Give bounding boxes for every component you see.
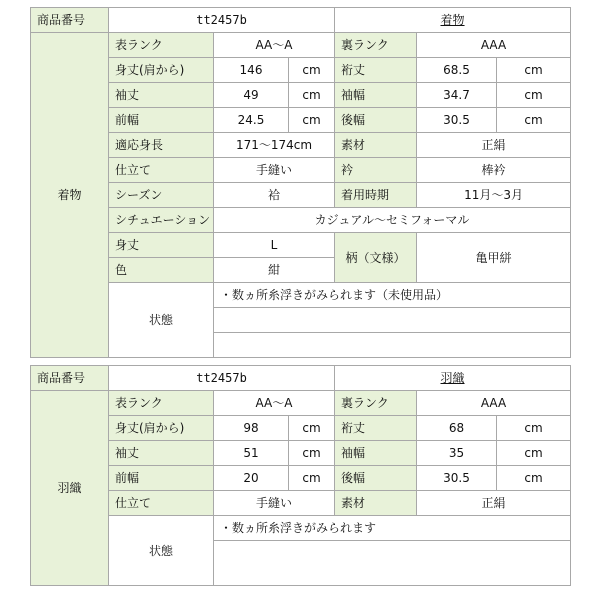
size-label: 身丈 [109,233,214,258]
ushirohaba-value: 30.5 [417,108,497,133]
season-label: シーズン [109,183,214,208]
haori-sodetake-unit: cm [289,441,335,466]
kimono-row-sode [31,83,571,108]
period-value: 11月～3月 [417,183,571,208]
haori-shitate-label: 仕立て [109,491,214,516]
situation-label: シチュエーション [109,208,214,233]
kimono-category-label: 着物 [31,33,109,358]
haori-row-sode [31,441,571,466]
haori-mitake-unit: cm [289,416,335,441]
sodehaba-label: 袖幅 [335,83,417,108]
haori-maehaba-unit: cm [289,466,335,491]
sodehaba-value: 34.7 [417,83,497,108]
shitate-value: 手縫い [214,158,335,183]
maehaba-label: 前幅 [109,108,214,133]
haori-spec-table [30,365,571,586]
color-value: 紺 [214,258,335,283]
sodetake-value: 49 [214,83,289,108]
kimono-row-condition-1 [31,283,571,308]
omote-rank-value: AA～A [214,33,335,58]
haori-mitake-label: 身丈(肩から) [109,416,214,441]
haori-omote-rank-value: AA～A [214,391,335,416]
haori-row-haba [31,466,571,491]
kimono-row-situation [31,208,571,233]
color-label: 色 [109,258,214,283]
haori-row-condition-1 [31,516,571,541]
yuki-label: 裄丈 [335,58,417,83]
haori-ushirohaba-value: 30.5 [417,466,497,491]
haori-ushirohaba-unit: cm [497,466,571,491]
kimono-row-season [31,183,571,208]
sodetake-unit: cm [289,83,335,108]
haori-material-value: 正絹 [417,491,571,516]
material-value: 正絹 [417,133,571,158]
haori-omote-rank-label: 表ランク [109,391,214,416]
kimono-condition-blank-1 [214,308,571,333]
haori-sodehaba-unit: cm [497,441,571,466]
kimono-header-row [31,8,571,33]
kimono-id-label: 商品番号 [31,8,109,33]
haori-sodehaba-label: 袖幅 [335,441,417,466]
period-label: 着用時期 [335,183,417,208]
kimono-condition-note: ・数ヵ所糸浮きがみられます（未使用品） [214,283,571,308]
sodehaba-unit: cm [497,83,571,108]
size-value: L [214,233,335,258]
yuki-value: 68.5 [417,58,497,83]
haori-ura-rank-value: AAA [417,391,571,416]
pattern-label: 柄（文様） [335,233,417,283]
kimono-condition-label: 状態 [109,283,214,358]
kimono-row-mitake [31,58,571,83]
kimono-condition-blank-2 [214,333,571,358]
haori-sodetake-value: 51 [214,441,289,466]
pattern-value: 亀甲絣 [417,233,571,283]
haori-shitate-value: 手縫い [214,491,335,516]
product-spec-sheet [30,7,570,586]
kimono-spec-table [30,7,571,358]
sodetake-label: 袖丈 [109,83,214,108]
mitake-unit: cm [289,58,335,83]
haori-maehaba-value: 20 [214,466,289,491]
haori-row-rank [31,391,571,416]
kimono-type-title: 着物 [335,8,571,33]
haori-header-row [31,366,571,391]
ushirohaba-unit: cm [497,108,571,133]
table-gap [30,358,570,365]
shitate-label: 仕立て [109,158,214,183]
haori-id-label: 商品番号 [31,366,109,391]
kimono-row-size [31,233,571,258]
haori-maehaba-label: 前幅 [109,466,214,491]
haori-yuki-value: 68 [417,416,497,441]
maehaba-unit: cm [289,108,335,133]
height-value: 171～174cm [214,133,335,158]
haori-yuki-label: 裄丈 [335,416,417,441]
haori-mitake-value: 98 [214,416,289,441]
kimono-row-rank [31,33,571,58]
kimono-row-shitate [31,158,571,183]
material-label: 素材 [335,133,417,158]
yuki-unit: cm [497,58,571,83]
haori-ura-rank-label: 裏ランク [335,391,417,416]
haori-material-label: 素材 [335,491,417,516]
haori-row-mitake [31,416,571,441]
haori-type-title: 羽織 [335,366,571,391]
haori-row-shitate [31,491,571,516]
kimono-row-haba [31,108,571,133]
eri-label: 衿 [335,158,417,183]
ura-rank-label: 裏ランク [335,33,417,58]
haori-condition-label: 状態 [109,516,214,586]
ushirohaba-label: 後幅 [335,108,417,133]
haori-sodehaba-value: 35 [417,441,497,466]
mitake-label: 身丈(肩から) [109,58,214,83]
height-label: 適応身長 [109,133,214,158]
maehaba-value: 24.5 [214,108,289,133]
omote-rank-label: 表ランク [109,33,214,58]
situation-value: カジュアル～セミフォーマル [214,208,571,233]
kimono-id-value: tt2457b [109,8,335,33]
haori-sodetake-label: 袖丈 [109,441,214,466]
eri-value: 棒衿 [417,158,571,183]
season-value: 袷 [214,183,335,208]
mitake-value: 146 [214,58,289,83]
haori-yuki-unit: cm [497,416,571,441]
haori-condition-note: ・数ヵ所糸浮きがみられます [214,516,571,541]
haori-category-label: 羽織 [31,391,109,586]
haori-condition-blank [214,541,571,586]
kimono-row-height [31,133,571,158]
ura-rank-value: AAA [417,33,571,58]
haori-id-value: tt2457b [109,366,335,391]
haori-ushirohaba-label: 後幅 [335,466,417,491]
